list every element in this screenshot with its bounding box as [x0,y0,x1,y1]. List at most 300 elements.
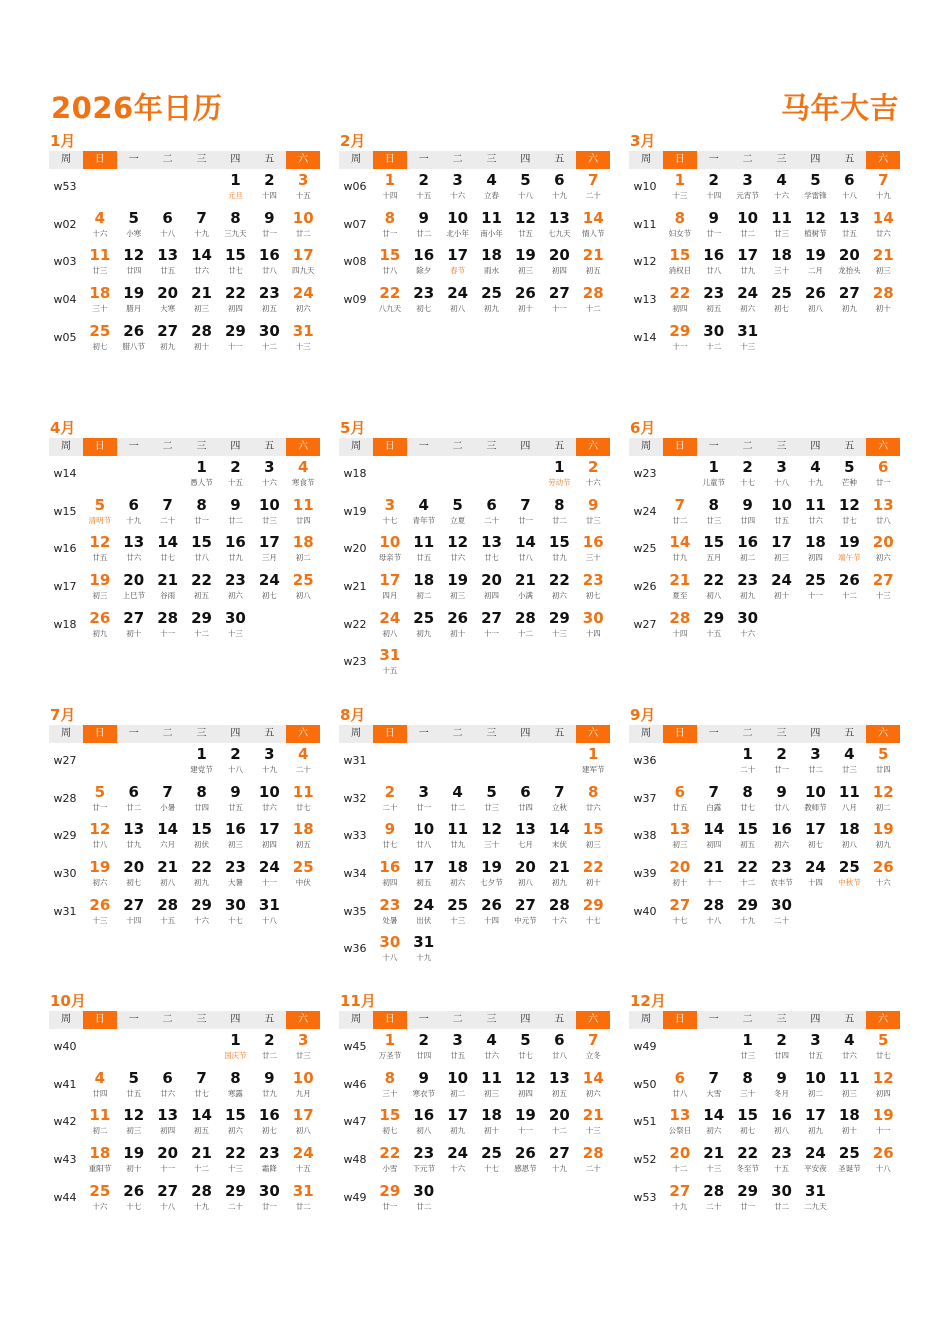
day-cell[interactable] [252,743,286,775]
day-cell[interactable] [866,743,900,775]
day-cell[interactable] [799,1029,833,1061]
day-cell[interactable] [542,1104,576,1136]
day-cell[interactable] [576,1104,610,1136]
day-cell[interactable] [117,1104,151,1136]
day-cell[interactable] [286,856,320,888]
day-cell[interactable] [542,894,576,926]
day-cell[interactable] [866,818,900,850]
day-cell[interactable] [765,818,799,850]
day-cell[interactable] [765,1029,799,1061]
day-cell[interactable] [576,207,610,239]
day-cell[interactable] [83,894,117,926]
day-cell[interactable] [832,169,866,201]
day-cell[interactable] [697,456,731,488]
day-cell[interactable] [219,320,253,352]
day-cell[interactable] [731,1180,765,1212]
day-cell[interactable] [765,781,799,813]
day-cell[interactable] [151,1067,185,1099]
day-cell[interactable] [151,531,185,563]
day-cell[interactable] [373,1104,407,1136]
day-cell[interactable] [799,1142,833,1174]
day-cell[interactable] [799,856,833,888]
day-cell[interactable] [542,1142,576,1174]
day-cell[interactable] [542,781,576,813]
day-cell[interactable] [219,207,253,239]
day-cell[interactable] [185,1104,219,1136]
day-cell[interactable] [731,856,765,888]
day-cell[interactable] [576,1142,610,1174]
day-cell[interactable] [731,1067,765,1099]
day-cell[interactable] [373,207,407,239]
day-cell[interactable] [407,607,441,639]
day-cell[interactable] [731,1029,765,1061]
day-cell[interactable] [731,244,765,276]
day-cell[interactable] [219,818,253,850]
day-cell[interactable] [407,531,441,563]
day-cell[interactable] [407,494,441,526]
day-cell[interactable] [252,1142,286,1174]
day-cell[interactable] [441,1142,475,1174]
day-cell[interactable] [117,856,151,888]
day-cell[interactable] [542,207,576,239]
day-cell[interactable] [509,282,543,314]
day-cell[interactable] [373,607,407,639]
day-cell[interactable] [441,818,475,850]
day-cell[interactable] [475,531,509,563]
day-cell[interactable] [576,531,610,563]
day-cell[interactable] [441,244,475,276]
day-cell[interactable] [407,1142,441,1174]
day-cell[interactable] [799,531,833,563]
day-cell[interactable] [252,320,286,352]
day-cell[interactable] [799,743,833,775]
day-cell[interactable] [765,531,799,563]
day-cell[interactable] [151,282,185,314]
day-cell[interactable] [475,1142,509,1174]
day-cell[interactable] [373,1180,407,1212]
day-cell[interactable] [185,531,219,563]
day-cell[interactable] [151,320,185,352]
day-cell[interactable] [697,607,731,639]
day-cell[interactable] [765,494,799,526]
day-cell[interactable] [185,1067,219,1099]
day-cell[interactable] [117,494,151,526]
day-cell[interactable] [441,531,475,563]
day-cell[interactable] [475,207,509,239]
day-cell[interactable] [799,244,833,276]
day-cell[interactable] [373,244,407,276]
day-cell[interactable] [697,169,731,201]
day-cell[interactable] [219,244,253,276]
day-cell[interactable] [83,494,117,526]
day-cell[interactable] [475,1104,509,1136]
day-cell[interactable] [832,244,866,276]
day-cell[interactable] [576,282,610,314]
day-cell[interactable] [117,781,151,813]
day-cell[interactable] [866,456,900,488]
day-cell[interactable] [765,856,799,888]
day-cell[interactable] [509,607,543,639]
day-cell[interactable] [832,781,866,813]
day-cell[interactable] [731,781,765,813]
day-cell[interactable] [866,1104,900,1136]
day-cell[interactable] [475,569,509,601]
day-cell[interactable] [151,1180,185,1212]
day-cell[interactable] [219,781,253,813]
day-cell[interactable] [542,244,576,276]
day-cell[interactable] [697,1142,731,1174]
day-cell[interactable] [252,569,286,601]
day-cell[interactable] [509,1142,543,1174]
day-cell[interactable] [663,856,697,888]
day-cell[interactable] [407,169,441,201]
day-cell[interactable] [799,1180,833,1212]
day-cell[interactable] [475,1067,509,1099]
day-cell[interactable] [373,1067,407,1099]
day-cell[interactable] [252,282,286,314]
day-cell[interactable] [441,894,475,926]
day-cell[interactable] [83,856,117,888]
day-cell[interactable] [832,207,866,239]
day-cell[interactable] [475,1029,509,1061]
day-cell[interactable] [475,856,509,888]
day-cell[interactable] [697,1104,731,1136]
day-cell[interactable] [731,607,765,639]
day-cell[interactable] [219,531,253,563]
day-cell[interactable] [286,1104,320,1136]
day-cell[interactable] [219,456,253,488]
day-cell[interactable] [663,244,697,276]
day-cell[interactable] [866,169,900,201]
day-cell[interactable] [83,282,117,314]
day-cell[interactable] [697,856,731,888]
day-cell[interactable] [542,607,576,639]
day-cell[interactable] [799,1067,833,1099]
day-cell[interactable] [185,282,219,314]
day-cell[interactable] [286,1067,320,1099]
day-cell[interactable] [286,244,320,276]
day-cell[interactable] [799,169,833,201]
day-cell[interactable] [441,169,475,201]
day-cell[interactable] [83,607,117,639]
day-cell[interactable] [731,456,765,488]
day-cell[interactable] [219,894,253,926]
day-cell[interactable] [663,894,697,926]
day-cell[interactable] [475,894,509,926]
day-cell[interactable] [151,569,185,601]
day-cell[interactable] [83,818,117,850]
day-cell[interactable] [731,282,765,314]
day-cell[interactable] [542,282,576,314]
day-cell[interactable] [117,282,151,314]
day-cell[interactable] [373,644,407,676]
day-cell[interactable] [151,494,185,526]
day-cell[interactable] [509,818,543,850]
day-cell[interactable] [117,1180,151,1212]
day-cell[interactable] [663,607,697,639]
day-cell[interactable] [151,207,185,239]
day-cell[interactable] [219,494,253,526]
day-cell[interactable] [832,818,866,850]
day-cell[interactable] [697,531,731,563]
day-cell[interactable] [765,207,799,239]
day-cell[interactable] [542,494,576,526]
day-cell[interactable] [576,244,610,276]
day-cell[interactable] [407,1067,441,1099]
day-cell[interactable] [765,1180,799,1212]
day-cell[interactable] [117,607,151,639]
day-cell[interactable] [185,244,219,276]
day-cell[interactable] [117,894,151,926]
day-cell[interactable] [252,494,286,526]
day-cell[interactable] [219,169,253,201]
day-cell[interactable] [441,1029,475,1061]
day-cell[interactable] [576,494,610,526]
day-cell[interactable] [83,1142,117,1174]
day-cell[interactable] [219,1067,253,1099]
day-cell[interactable] [697,781,731,813]
day-cell[interactable] [117,818,151,850]
day-cell[interactable] [509,856,543,888]
day-cell[interactable] [286,743,320,775]
day-cell[interactable] [151,1104,185,1136]
day-cell[interactable] [373,531,407,563]
day-cell[interactable] [509,531,543,563]
day-cell[interactable] [252,856,286,888]
day-cell[interactable] [765,169,799,201]
day-cell[interactable] [441,607,475,639]
day-cell[interactable] [799,569,833,601]
day-cell[interactable] [475,607,509,639]
day-cell[interactable] [576,607,610,639]
day-cell[interactable] [697,1180,731,1212]
day-cell[interactable] [663,320,697,352]
day-cell[interactable] [731,169,765,201]
day-cell[interactable] [576,894,610,926]
day-cell[interactable] [866,1067,900,1099]
day-cell[interactable] [219,282,253,314]
day-cell[interactable] [663,1142,697,1174]
day-cell[interactable] [185,743,219,775]
day-cell[interactable] [407,818,441,850]
day-cell[interactable] [576,1067,610,1099]
day-cell[interactable] [509,781,543,813]
day-cell[interactable] [866,1142,900,1174]
day-cell[interactable] [475,244,509,276]
day-cell[interactable] [441,282,475,314]
day-cell[interactable] [542,169,576,201]
day-cell[interactable] [765,1067,799,1099]
day-cell[interactable] [185,1180,219,1212]
day-cell[interactable] [832,282,866,314]
day-cell[interactable] [441,494,475,526]
day-cell[interactable] [252,207,286,239]
day-cell[interactable] [542,1067,576,1099]
day-cell[interactable] [286,494,320,526]
day-cell[interactable] [252,1104,286,1136]
day-cell[interactable] [832,531,866,563]
day-cell[interactable] [407,856,441,888]
day-cell[interactable] [151,1142,185,1174]
day-cell[interactable] [373,282,407,314]
day-cell[interactable] [542,569,576,601]
day-cell[interactable] [832,494,866,526]
day-cell[interactable] [576,781,610,813]
day-cell[interactable] [286,569,320,601]
day-cell[interactable] [407,894,441,926]
day-cell[interactable] [185,856,219,888]
day-cell[interactable] [252,456,286,488]
day-cell[interactable] [542,818,576,850]
day-cell[interactable] [252,169,286,201]
day-cell[interactable] [151,607,185,639]
day-cell[interactable] [697,244,731,276]
day-cell[interactable] [799,456,833,488]
day-cell[interactable] [731,320,765,352]
day-cell[interactable] [407,207,441,239]
day-cell[interactable] [83,320,117,352]
day-cell[interactable] [151,856,185,888]
day-cell[interactable] [219,1142,253,1174]
day-cell[interactable] [663,818,697,850]
day-cell[interactable] [286,456,320,488]
day-cell[interactable] [765,1142,799,1174]
day-cell[interactable] [697,1067,731,1099]
day-cell[interactable] [373,1142,407,1174]
day-cell[interactable] [576,456,610,488]
day-cell[interactable] [407,1029,441,1061]
day-cell[interactable] [151,894,185,926]
day-cell[interactable] [441,781,475,813]
day-cell[interactable] [441,1104,475,1136]
day-cell[interactable] [185,607,219,639]
day-cell[interactable] [866,531,900,563]
day-cell[interactable] [252,818,286,850]
day-cell[interactable] [509,569,543,601]
day-cell[interactable] [866,781,900,813]
day-cell[interactable] [83,1067,117,1099]
day-cell[interactable] [663,282,697,314]
day-cell[interactable] [509,169,543,201]
day-cell[interactable] [219,743,253,775]
day-cell[interactable] [151,244,185,276]
day-cell[interactable] [286,818,320,850]
day-cell[interactable] [832,1029,866,1061]
day-cell[interactable] [252,894,286,926]
day-cell[interactable] [185,569,219,601]
day-cell[interactable] [663,781,697,813]
day-cell[interactable] [441,1067,475,1099]
day-cell[interactable] [185,456,219,488]
day-cell[interactable] [83,569,117,601]
day-cell[interactable] [765,244,799,276]
day-cell[interactable] [475,282,509,314]
day-cell[interactable] [509,207,543,239]
day-cell[interactable] [866,494,900,526]
day-cell[interactable] [286,1180,320,1212]
day-cell[interactable] [663,1104,697,1136]
day-cell[interactable] [697,494,731,526]
day-cell[interactable] [475,169,509,201]
day-cell[interactable] [832,743,866,775]
day-cell[interactable] [117,1142,151,1174]
day-cell[interactable] [407,569,441,601]
day-cell[interactable] [576,818,610,850]
day-cell[interactable] [697,818,731,850]
day-cell[interactable] [286,207,320,239]
day-cell[interactable] [697,894,731,926]
day-cell[interactable] [185,894,219,926]
day-cell[interactable] [799,207,833,239]
day-cell[interactable] [219,856,253,888]
day-cell[interactable] [663,531,697,563]
day-cell[interactable] [697,282,731,314]
day-cell[interactable] [765,894,799,926]
day-cell[interactable] [576,569,610,601]
day-cell[interactable] [663,1067,697,1099]
day-cell[interactable] [373,781,407,813]
day-cell[interactable] [117,244,151,276]
day-cell[interactable] [117,1067,151,1099]
day-cell[interactable] [832,456,866,488]
day-cell[interactable] [799,282,833,314]
day-cell[interactable] [407,1180,441,1212]
day-cell[interactable] [765,282,799,314]
day-cell[interactable] [441,569,475,601]
day-cell[interactable] [407,1104,441,1136]
day-cell[interactable] [799,1104,833,1136]
day-cell[interactable] [663,169,697,201]
day-cell[interactable] [252,244,286,276]
day-cell[interactable] [83,207,117,239]
day-cell[interactable] [83,1104,117,1136]
day-cell[interactable] [83,244,117,276]
day-cell[interactable] [799,818,833,850]
day-cell[interactable] [83,531,117,563]
day-cell[interactable] [185,818,219,850]
day-cell[interactable] [509,244,543,276]
day-cell[interactable] [509,1029,543,1061]
day-cell[interactable] [576,743,610,775]
day-cell[interactable] [765,1104,799,1136]
day-cell[interactable] [286,320,320,352]
day-cell[interactable] [286,1029,320,1061]
day-cell[interactable] [185,207,219,239]
day-cell[interactable] [509,494,543,526]
day-cell[interactable] [765,456,799,488]
day-cell[interactable] [219,1029,253,1061]
day-cell[interactable] [832,1104,866,1136]
day-cell[interactable] [286,1142,320,1174]
day-cell[interactable] [542,531,576,563]
day-cell[interactable] [252,1029,286,1061]
day-cell[interactable] [185,781,219,813]
day-cell[interactable] [286,781,320,813]
day-cell[interactable] [219,569,253,601]
day-cell[interactable] [407,781,441,813]
day-cell[interactable] [441,856,475,888]
day-cell[interactable] [509,894,543,926]
day-cell[interactable] [866,282,900,314]
day-cell[interactable] [832,856,866,888]
day-cell[interactable] [697,569,731,601]
day-cell[interactable] [117,207,151,239]
day-cell[interactable] [866,569,900,601]
day-cell[interactable] [117,531,151,563]
day-cell[interactable] [731,743,765,775]
day-cell[interactable] [219,1104,253,1136]
day-cell[interactable] [286,282,320,314]
